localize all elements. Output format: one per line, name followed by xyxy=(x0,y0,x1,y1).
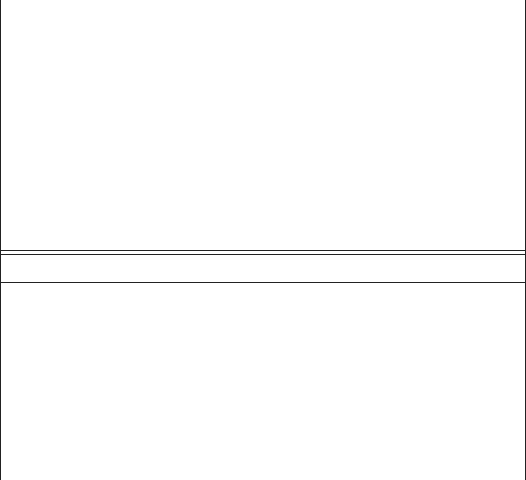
table-divider xyxy=(1,254,525,255)
recommendations-cell xyxy=(1,0,525,251)
table-divider xyxy=(1,282,525,283)
